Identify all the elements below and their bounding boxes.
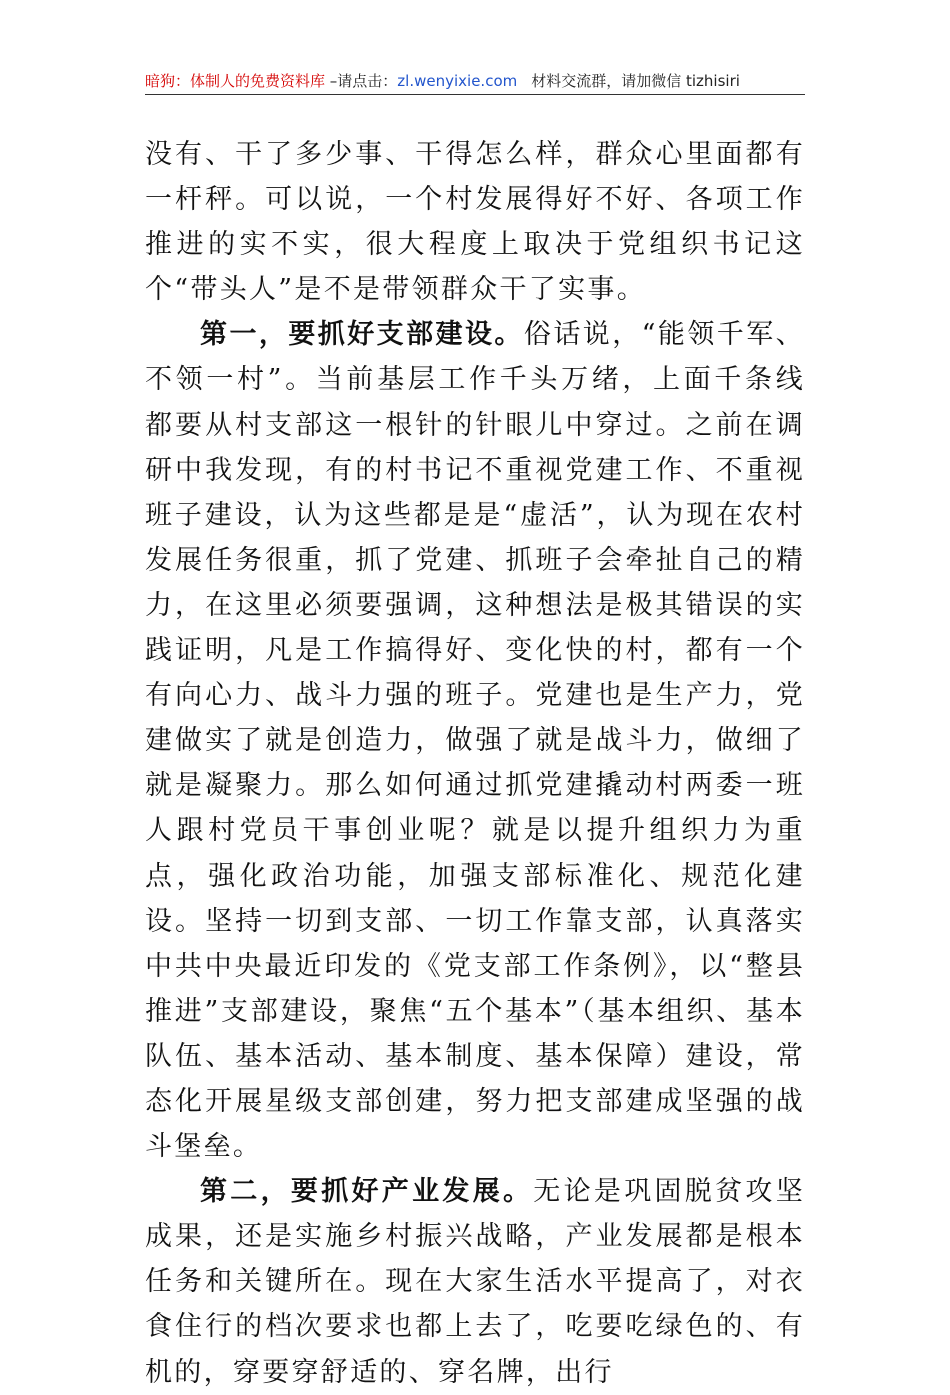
paragraph-text: 俗话说，“能领千军、不领一村”。当前基层工作千头万绪，上面千条线都要从村支部这一根针的针眼儿中穿过。之前在调研中我发现，有的村书记不重视党建工作、不重视班子建设，认为这些都是是“虚活”，认为现在农村发展任务很重，抓了党建、抓班子会牵扯自己的精力，在这里必须要强调，这种想法是极其错误的实践证明，凡是工作搞得好、变化快的村，都有一个有向心力、战斗力强的班子。党建也是生产力，党建做实了就是创造力，做强了就是战斗力，做细了就是凝聚力。那么如何通过抓党建撬动村两委一班人跟村党员干事创业呢？就是以提升组织力为重点，强化政治功能，加强支部标准化、规范化建设。坚持一切到支部、一切工作靠支部，认真落实中共中央最近印发的《党支部工作条例》，以“整县推进”支部建设，聚焦“五个基本”（基本组织、基本队伍、基本活动、基本制度、基本保障）建设，常态化开展星级支部创建，努力把支部建成坚强的战斗堡垒。 — [145, 319, 805, 1163]
paragraph-branch-building — [145, 312, 805, 1169]
paragraph-continued — [145, 132, 805, 312]
paragraph-heading: 第二，要抓好产业发展。 — [200, 1176, 534, 1208]
paragraph-industry-development — [145, 1169, 805, 1394]
header-contact: 材料交流群，请加微信 tizhisiri — [531, 72, 740, 90]
paragraph-text: 无论是巩固脱贫攻坚成果，还是实施乡村振兴战略，产业发展都是根本任务和关键所在。现在大家生活水平提高了，对衣食住行的档次要求也都上去了，吃要吃绿色的、有机的，穿要穿舒适的、穿名牌，出行 — [145, 1176, 805, 1388]
page-header — [145, 70, 805, 95]
document-body — [145, 132, 805, 1395]
header-link[interactable]: zl.wenyixie.com — [397, 72, 518, 90]
header-site-name: 暗狗：体制人的免费资料库 — [145, 72, 326, 90]
paragraph-text: 没有、干了多少事、干得怎么样，群众心里面都有一杆秤。可以说，一个村发展得好不好、各项工作推进的实不实，很大程度上取决于党组织书记这个“带头人”是不是带领群众干了实事。 — [145, 139, 805, 306]
paragraph-heading: 第一，要抓好支部建设。 — [200, 319, 524, 351]
header-click-prompt: –请点击： — [325, 72, 398, 90]
